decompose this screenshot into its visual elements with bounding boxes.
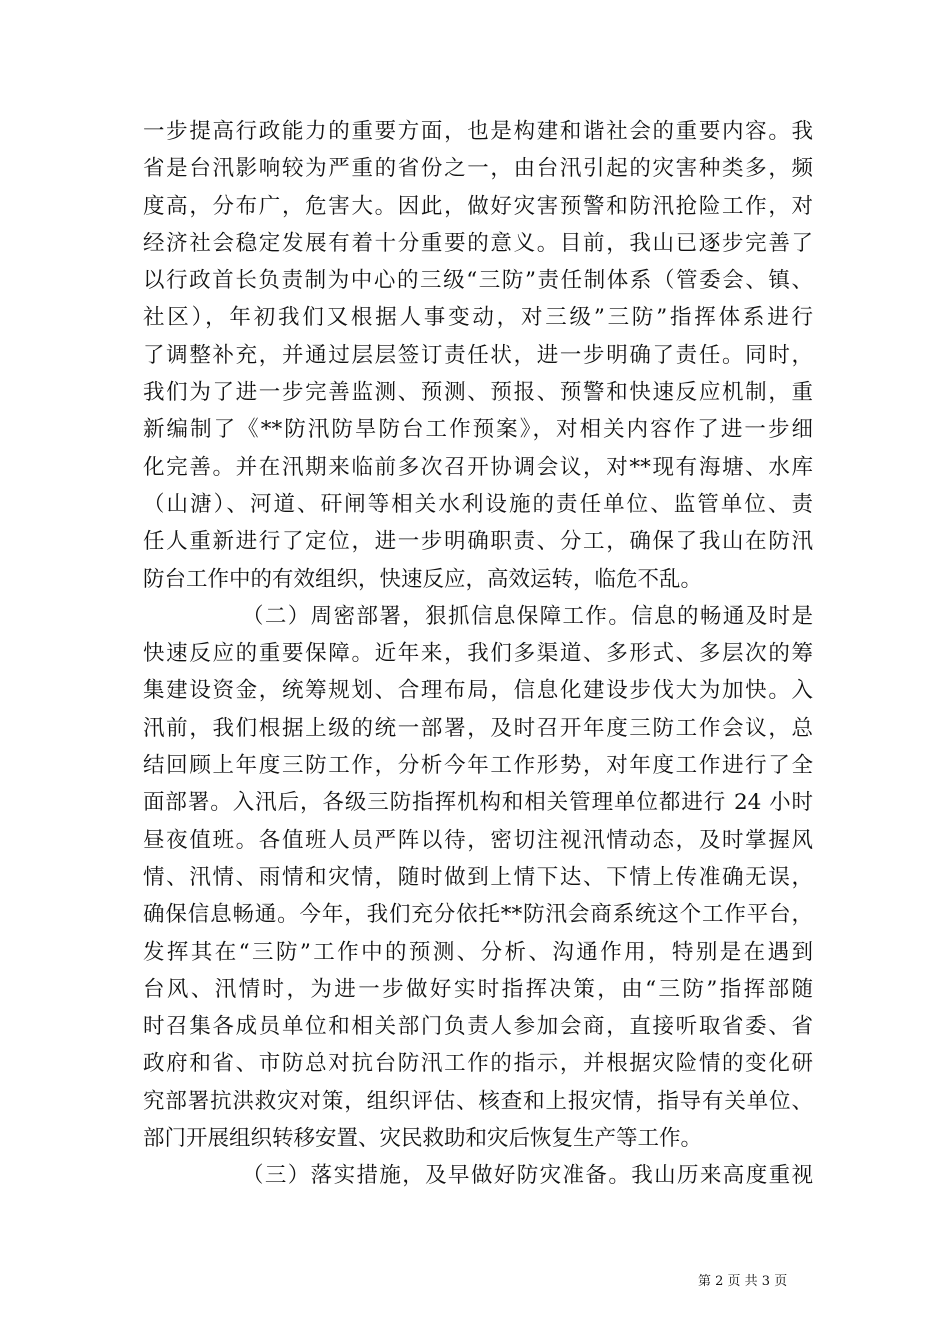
text-line: 化完善。并在汛期来临前多次召开协调会议，对**现有海塘、水库 — [143, 454, 813, 480]
text-line: 情、汛情、雨情和灾情，随时做到上情下达、下情上传准确无误， — [143, 864, 813, 890]
text-line: （山溏）、河道、矸闸等相关水利设施的责任单位、监管单位、责 — [143, 491, 813, 517]
text-line: 结回顾上年度三防工作，分析今年工作形势，对年度工作进行了全 — [143, 753, 813, 779]
text-line: 以行政首长负责制为中心的三级“三防”责任制体系（管委会、镇、 — [143, 268, 813, 294]
paragraph-heading-line: （三）落实措施，及早做好防灾准备。我山历来高度重视 — [242, 1163, 813, 1189]
text-line: 台风、汛情时，为进一步做好实时指挥决策，由“三防”指挥部随 — [143, 976, 813, 1002]
text-line: 新编制了《**防汛防旱防台工作预案》，对相关内容作了进一步细 — [143, 417, 813, 443]
text-line: 时召集各成员单位和相关部门负责人参加会商，直接听取省委、省 — [143, 1014, 813, 1040]
text-line: 确保信息畅通。今年，我们充分依托**防汛会商系统这个工作平台， — [143, 902, 813, 928]
paragraph-end-line: 部门开展组织转移安置、灾民救助和灾后恢复生产等工作。 — [143, 1126, 703, 1152]
text-line: 我们为了进一步完善监测、预测、预报、预警和快速反应机制，重 — [143, 380, 813, 406]
body-text — [143, 113, 813, 1195]
text-line: 面部署。入汛后，各级三防指挥机构和相关管理单位都进行 24 小时 — [143, 790, 813, 816]
text-line: 了调整补充，并通过层层签订责任状，进一步明确了责任。同时， — [143, 342, 813, 368]
paragraph-heading-line: （二）周密部署，狠抓信息保障工作。信息的畅通及时是 — [242, 603, 813, 629]
text-line: 快速反应的重要保障。近年来，我们多渠道、多形式、多层次的筹 — [143, 641, 813, 667]
text-line: 省是台汛影响较为严重的省份之一，由台汛引起的灾害种类多，频 — [143, 156, 813, 182]
text-line: 汛前，我们根据上级的统一部署，及时召开年度三防工作会议，总 — [143, 715, 813, 741]
text-line: 一步提高行政能力的重要方面，也是构建和谐社会的重要内容。我 — [143, 119, 813, 144]
text-line: 社区），年初我们又根据人事变动，对三级”三防”指挥体系进行 — [143, 305, 813, 331]
text-line: 昼夜值班。各值班人员严阵以待，密切注视汛情动态，及时掌握风 — [143, 827, 813, 853]
page-number: 第 2 页 共 3 页 — [698, 1274, 788, 1289]
text-line: 度高，分布广，危害大。因此，做好灾害预警和防汛抢险工作，对 — [143, 193, 813, 219]
text-line: 经济社会稳定发展有着十分重要的意义。目前，我山已逐步完善了 — [143, 230, 813, 256]
text-line: 政府和省、市防总对抗台防汛工作的指示，并根据灾险情的变化研 — [143, 1051, 813, 1077]
text-line: 究部署抗洪救灾对策，组织评估、核查和上报灾情，指导有关单位、 — [143, 1088, 813, 1114]
paragraph-end-line: 防台工作中的有效组织，快速反应，高效运转，临危不乱。 — [143, 566, 703, 592]
text-line: 任人重新进行了定位，进一步明确职责、分工，确保了我山在防汛 — [143, 529, 813, 555]
text-line: 发挥其在“三防”工作中的预测、分析、沟通作用，特别是在遇到 — [143, 939, 813, 965]
text-line: 集建设资金，统筹规划、合理布局，信息化建设步伐大为加快。入 — [143, 678, 813, 704]
